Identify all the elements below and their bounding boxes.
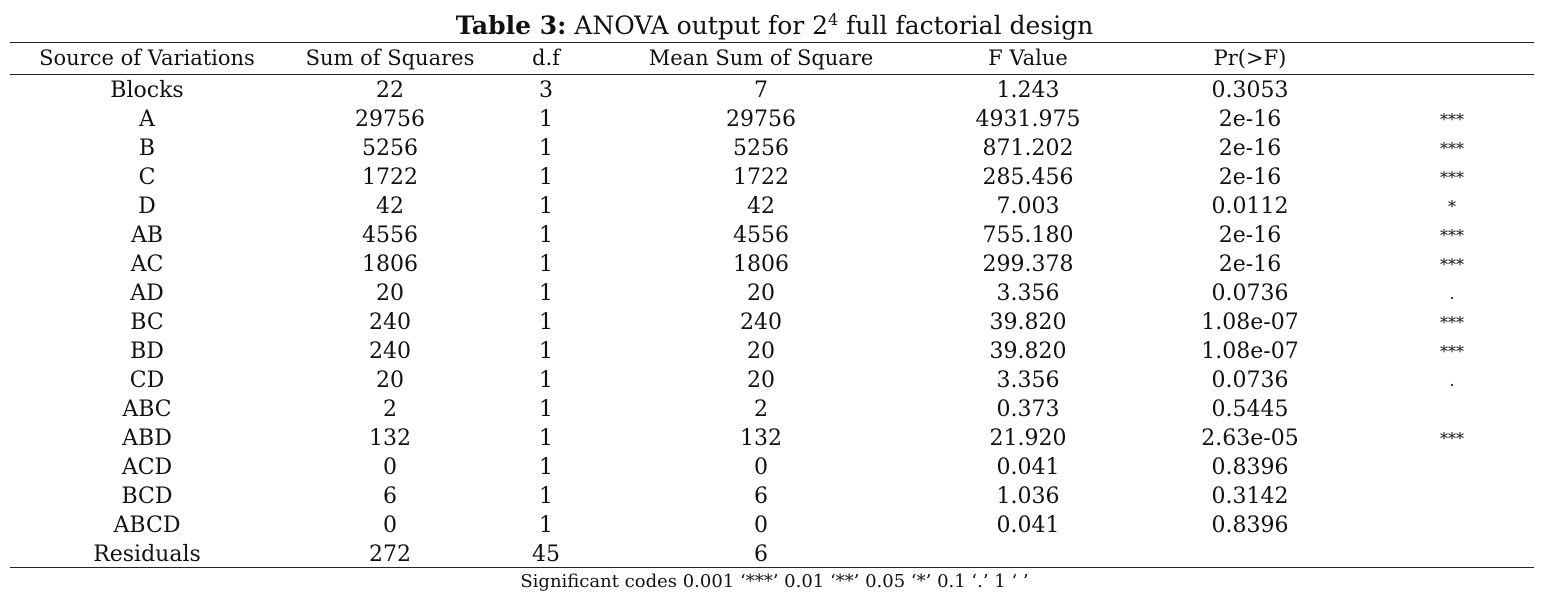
mean-square-cell: 240 (740, 310, 782, 335)
column-header: F Value (988, 46, 1068, 70)
header-row (10, 43, 1534, 74)
sum-of-squares-cell: 6 (383, 484, 397, 509)
f-value-cell: 0.041 (996, 513, 1060, 538)
source-cell: A (139, 107, 155, 132)
source-cell: ABC (122, 397, 172, 422)
source-cell: BC (130, 310, 164, 335)
f-value-cell: 0.041 (996, 455, 1060, 480)
source-cell: D (138, 194, 156, 219)
table-row (10, 337, 1534, 366)
p-value-cell: 0.0736 (1211, 368, 1289, 393)
table-row (10, 366, 1534, 395)
mean-square-cell: 6 (754, 484, 768, 509)
mean-square-cell: 29756 (726, 107, 796, 132)
df-cell: 1 (539, 223, 553, 248)
table-row (10, 511, 1534, 540)
df-cell: 1 (539, 107, 553, 132)
df-cell: 1 (539, 281, 553, 306)
sum-of-squares-cell: 4556 (362, 223, 418, 248)
table-row (10, 279, 1534, 308)
p-value-cell: 2e-16 (1218, 165, 1282, 190)
p-value-cell: 1.08e-07 (1201, 339, 1299, 364)
significance-cell (1370, 482, 1534, 511)
table-row (10, 308, 1534, 337)
df-cell: 1 (539, 194, 553, 219)
p-value-cell: 2.63e-05 (1201, 426, 1299, 451)
significance-cell: . (1449, 284, 1455, 303)
significance-cell: *** (1440, 168, 1464, 187)
significance-cell: *** (1440, 110, 1464, 129)
f-value-cell: 39.820 (989, 339, 1067, 364)
significance-cell: *** (1440, 313, 1464, 332)
source-cell: AB (130, 223, 164, 248)
source-cell: C (138, 165, 156, 190)
sum-of-squares-cell: 2 (383, 397, 397, 422)
f-value-cell: 1.036 (996, 484, 1060, 509)
mean-square-cell: 1806 (733, 252, 789, 277)
mean-square-cell: 20 (747, 368, 775, 393)
sum-of-squares-cell: 42 (376, 194, 404, 219)
table-row (10, 221, 1534, 250)
significance-footnote: Significant codes 0.001 ‘***’ 0.01 ‘**’ 0.05 ‘*’ 0.1 ‘.’ 1 ‘ ’ (520, 571, 1029, 592)
f-value-cell: 871.202 (982, 136, 1074, 161)
mean-square-cell: 20 (747, 339, 775, 364)
table-caption (0, 10, 1549, 42)
column-header: Pr(>F) (1213, 46, 1287, 70)
sum-of-squares-cell: 5256 (362, 136, 418, 161)
caption-label: Table 3: (455, 11, 567, 40)
df-cell: 1 (539, 426, 553, 451)
sum-of-squares-cell: 1722 (362, 165, 418, 190)
sum-of-squares-cell: 1806 (362, 252, 418, 277)
f-value-cell: 3.356 (996, 368, 1060, 393)
significance-cell (1370, 453, 1534, 482)
mean-square-cell: 132 (740, 426, 782, 451)
p-value-cell (1130, 540, 1370, 569)
table-row (10, 134, 1534, 163)
df-cell: 3 (539, 78, 553, 103)
column-header: Source of Variations (39, 46, 255, 70)
df-cell: 1 (539, 136, 553, 161)
p-value-cell: 0.3142 (1211, 484, 1289, 509)
p-value-cell: 2e-16 (1218, 252, 1282, 277)
column-header: Mean Sum of Square (648, 46, 874, 70)
table-row (10, 163, 1534, 192)
p-value-cell: 2e-16 (1218, 107, 1282, 132)
f-value-cell: 299.378 (982, 252, 1074, 277)
mean-square-cell: 2 (754, 397, 768, 422)
source-cell: Residuals (93, 542, 201, 567)
f-value-cell: 0.373 (996, 397, 1060, 422)
significance-cell (1370, 74, 1534, 105)
column-header: d.f (532, 46, 560, 70)
f-value-cell (926, 540, 1130, 569)
p-value-cell: 0.3053 (1211, 78, 1289, 103)
f-value-cell: 21.920 (989, 426, 1067, 451)
sum-of-squares-cell: 0 (383, 513, 397, 538)
df-cell: 1 (539, 252, 553, 277)
f-value-cell: 755.180 (982, 223, 1074, 248)
source-cell: ABD (122, 426, 172, 451)
table-row (10, 192, 1534, 221)
mean-square-cell: 5256 (733, 136, 789, 161)
f-value-cell: 285.456 (982, 165, 1074, 190)
source-cell: BD (130, 339, 164, 364)
sum-of-squares-cell: 240 (369, 310, 411, 335)
source-cell: Blocks (110, 78, 184, 103)
significance-cell: . (1449, 371, 1455, 390)
f-value-cell: 3.356 (996, 281, 1060, 306)
column-header: Sum of Squares (305, 46, 475, 70)
df-cell: 1 (539, 310, 553, 335)
sum-of-squares-cell: 240 (369, 339, 411, 364)
significance-cell: *** (1440, 342, 1464, 361)
sum-of-squares-cell: 132 (369, 426, 411, 451)
sum-of-squares-cell: 0 (383, 455, 397, 480)
mean-square-cell: 42 (747, 194, 775, 219)
anova-table (10, 43, 1534, 569)
p-value-cell: 0.8396 (1211, 455, 1289, 480)
caption-text-before: ANOVA output for 2 (574, 11, 829, 40)
significance-cell: *** (1440, 429, 1464, 448)
sum-of-squares-cell: 272 (369, 542, 411, 567)
mean-square-cell: 0 (754, 513, 768, 538)
df-cell: 1 (539, 513, 553, 538)
p-value-cell: 0.8396 (1211, 513, 1289, 538)
source-cell: AC (130, 252, 164, 277)
f-value-cell: 39.820 (989, 310, 1067, 335)
sum-of-squares-cell: 20 (376, 368, 404, 393)
significance-cell: *** (1440, 226, 1464, 245)
table-row (10, 453, 1534, 482)
significance-cell: * (1448, 197, 1456, 216)
mean-square-cell: 6 (754, 542, 768, 567)
table-row (10, 105, 1534, 134)
p-value-cell: 2e-16 (1218, 136, 1282, 161)
sum-of-squares-cell: 22 (376, 78, 404, 103)
p-value-cell: 1.08e-07 (1201, 310, 1299, 335)
significance-cell (1370, 395, 1534, 424)
table-row (10, 424, 1534, 453)
table-row (10, 74, 1534, 105)
source-cell: BCD (121, 484, 173, 509)
df-cell: 1 (539, 484, 553, 509)
p-value-cell: 0.0736 (1211, 281, 1289, 306)
p-value-cell: 0.0112 (1211, 194, 1289, 219)
df-cell: 1 (539, 368, 553, 393)
f-value-cell: 1.243 (996, 78, 1060, 103)
df-cell: 1 (539, 165, 553, 190)
source-cell: B (138, 136, 156, 161)
p-value-cell: 0.5445 (1211, 397, 1289, 422)
source-cell: CD (129, 368, 165, 393)
mean-square-cell: 4556 (733, 223, 789, 248)
table-row (10, 250, 1534, 279)
significance-cell (1370, 540, 1534, 569)
mean-square-cell: 1722 (733, 165, 789, 190)
table-row (10, 540, 1534, 569)
significance-cell: *** (1440, 139, 1464, 158)
significance-cell (1370, 511, 1534, 540)
source-cell: ABCD (113, 513, 181, 538)
caption-text-after: full factorial design (838, 11, 1094, 40)
column-header (1370, 43, 1534, 74)
table-row (10, 395, 1534, 424)
p-value-cell: 2e-16 (1218, 223, 1282, 248)
df-cell: 45 (532, 542, 560, 567)
df-cell: 1 (539, 455, 553, 480)
df-cell: 1 (539, 397, 553, 422)
sum-of-squares-cell: 20 (376, 281, 404, 306)
source-cell: ACD (121, 455, 173, 480)
sum-of-squares-cell: 29756 (355, 107, 425, 132)
f-value-cell: 7.003 (996, 194, 1060, 219)
table-row (10, 482, 1534, 511)
mean-square-cell: 0 (754, 455, 768, 480)
mean-square-cell: 7 (754, 78, 768, 103)
significance-cell: *** (1440, 255, 1464, 274)
mean-square-cell: 20 (747, 281, 775, 306)
caption-text (574, 11, 1093, 40)
df-cell: 1 (539, 339, 553, 364)
source-cell: AD (130, 281, 164, 306)
table-body (10, 74, 1534, 569)
caption-superscript: 4 (828, 10, 839, 29)
f-value-cell: 4931.975 (975, 107, 1081, 132)
